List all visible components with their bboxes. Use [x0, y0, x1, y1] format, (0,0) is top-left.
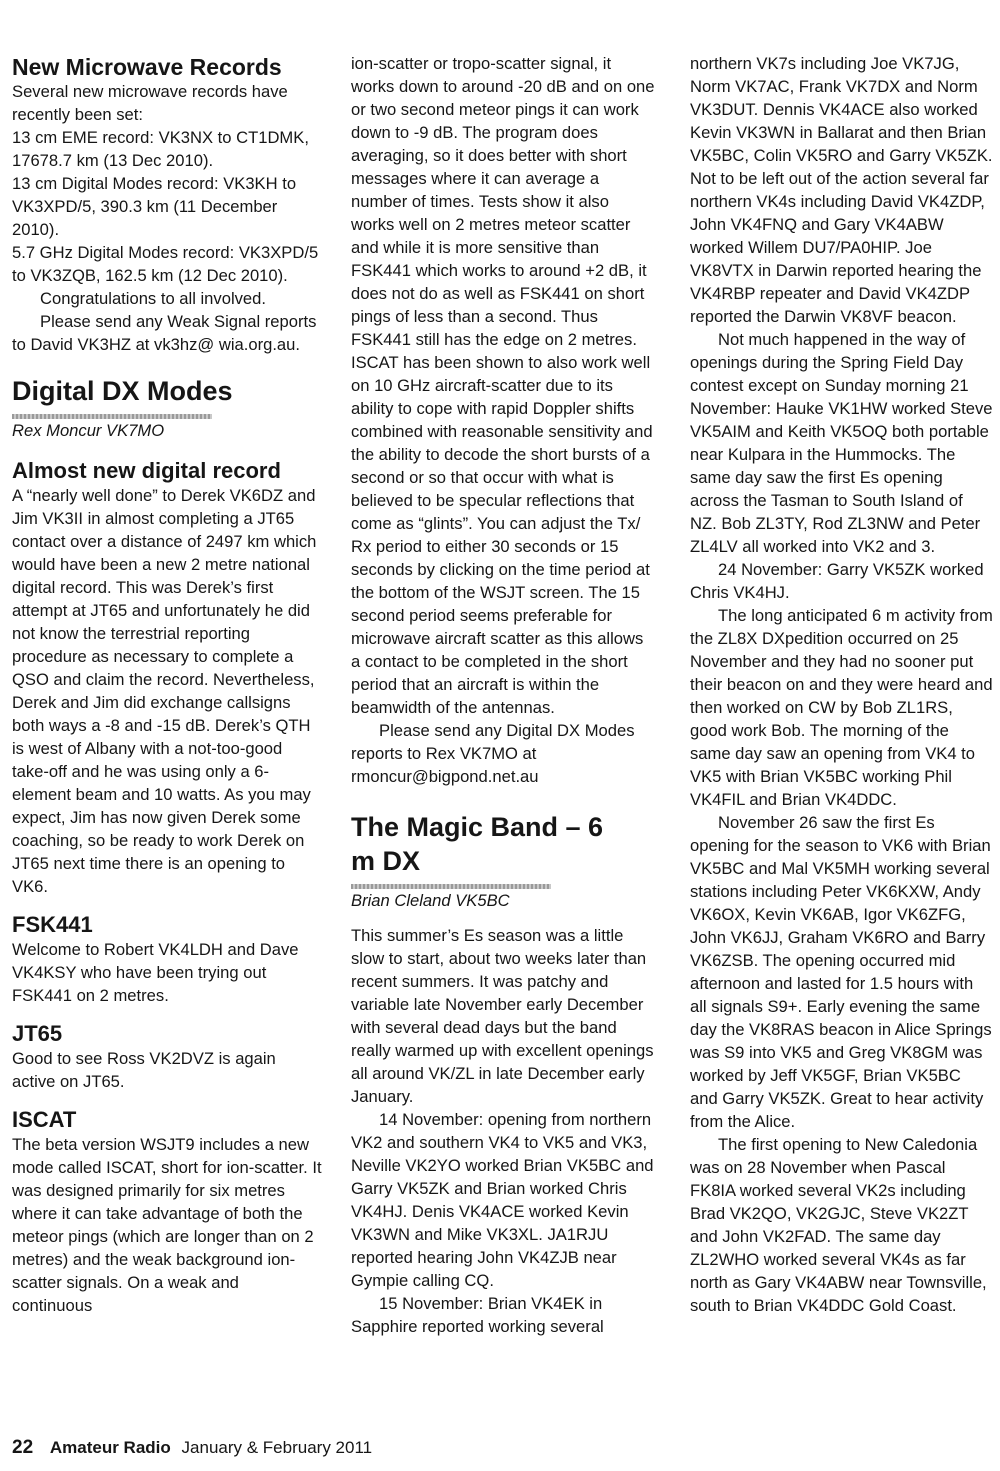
column-1: [12, 48, 322, 1317]
paragraph: 5.7 GHz Digital Modes record: VK3XPD/5 to VK3ZQB, 162.5 km (12 Dec 2010).: [12, 243, 319, 285]
paragraph: Congratulations to all involved.: [40, 289, 266, 308]
paragraph: northern VK7s including Joe VK7JG, Norm VK7AC, Frank VK7DX and Norm VK3DUT. Dennis VK4ACE also worked Kevin VK3WN in Ballarat and then Brian VK5BC, Colin VK5RO and Garry VK5ZK. Not to be left out of the action several far northern VK4s including David VK4ZDP, John VK4FNQ and Gary VK4ABW worked Willem DU7/PA0HIP. Joe VK8VTX in Darwin reported hearing the VK4RBP repeater and David VK4ZDP reported the Darwin VK8VF beacon.: [690, 54, 993, 326]
magazine-title: Amateur Radio: [49, 1438, 171, 1457]
paragraph: November 26 saw the first Es opening for the season to VK6 with Brian VK5BC and Mal VK5MH working several stations including Peter VK6KXW, Andy VK6OX, Kevin VK6AB, Igor VK6ZFG, John VK6JJ, Graham VK6RO and Barry VK6ZSB. The opening occurred mid afternoon and lasted for 1.5 hours with all signals S9+. Early evening the same day the VK8RAS beacon in Alice Springs was S9 into VK5 and Greg VK8GM was worked by Jeff VK5GF, Brian VK5BC and Garry VK5ZK. Great to hear activity from the Alice.: [690, 813, 992, 1131]
paragraph: 13 cm Digital Modes record: VK3KH to VK3XPD/5, 390.3 km (11 December 2010).: [12, 174, 297, 239]
paragraph: 14 November: opening from northern VK2 and southern VK4 to VK5 and VK3, Neville VK2YO worked Brian VK5BC and Garry VK5ZK and Brian worked Chris VK4HJ. Denis VK4ACE worked Kevin VK3WN and Mike VK3XL. JA1RJU reported hearing John VK4ZJB near Gympie calling CQ.: [351, 1110, 654, 1290]
paragraph: This summer’s Es season was a little slow to start, about two weeks later than recent summers. It was patchy and variable late November early December with several dead days but the band really warmed up with excellent openings all around VK/ZL in late December early January.: [351, 926, 654, 1106]
paragraph: The beta version WSJT9 includes a new mode called ISCAT, short for ion-scatter. It was designed primarily for six metres where it can take advantage of both the meteor pings (which are longer than on 2 metres) and the weak background ion-scatter signals. On a weak and continuous: [12, 1135, 322, 1315]
heading-the-magic-band: The Magic Band – 6 m DX: [351, 812, 604, 876]
paragraph: Please send any Digital DX Modes reports to Rex VK7MO at rmoncur@bigpond.net.au: [351, 721, 635, 786]
paragraph: Not much happened in the way of openings during the Spring Field Day contest except on Sunday morning 21 November: Hauke VK1HW worked Steve VK5AIM and Keith VK5OQ both portable near Kulpara in the Hummocks. The same day saw the first Es opening across the Tasman to South Island of NZ. Bob ZL3TY, Rod ZL3NW and Peter ZL4LV all worked into VK2 and 3.: [690, 330, 993, 556]
paragraph: The long anticipated 6 m activity from the ZL8X DXpedition occurred on 25 November and they had no sooner put their beacon on and they were heard and then worked on CW by Bob ZL1RS, good work Bob. The morning of the same day saw an opening from VK4 to VK5 with Brian VK5BC working Phil VK4FIL and Brian VK4DDC.: [690, 606, 993, 809]
heading-new-microwave-records: New Microwave Records: [12, 54, 282, 80]
paragraph: 24 November: Garry VK5ZK worked Chris VK4HJ.: [690, 560, 984, 602]
heading-fsk441: FSK441: [12, 912, 93, 937]
paragraph: Several new microwave records have recently been set:: [12, 82, 288, 124]
paragraph: A “nearly well done” to Derek VK6DZ and Jim VK3II in almost completing a JT65 contact over a distance of 2497 km which would have been a new 2 metre national digital record. This was Derek’s first attempt at JT65 and unfortunately he did not know the terrestrial reporting procedure as necessary to complete a QSO and claim the record. Nevertheless, Derek and Jim did exchange callsigns both ways a -8 and -15 dB. Derek’s QTH is west of Albany with a not-too-good take-off and he was using only a 6-element beam and 10 watts. As you may expect, Jim has now given Derek some coaching, so be ready to work Derek on JT65 next time there is an opening to VK6.: [12, 486, 317, 896]
paragraph: ion-scatter or tropo-scatter signal, it works down to around -20 dB and on one or two second meteor pings it can work down to -9 dB. The program does averaging, so it does better with short messages where it can average a number of times. Tests show it also works well on 2 metres meteor scatter and while it is more sensitive than FSK441 which works to around +2 dB, it does not do as well as FSK441 on short pings of less than a second. Thus FSK441 still has the edge on 2 metres. ISCAT has been shown to also work well on 10 GHz aircraft-scatter due to its ability to cope with rapid Doppler shifts combined with reasonable sensitivity and the ability to decode the short bursts of a second or so that occur with what is believed to be specular reflections that come as “glints”. You can adjust the Tx/ Rx period to either 30 seconds or 15 seconds by clicking on the time period at the bottom of the WSJT screen. The 15 second period seems preferable for microwave aircraft scatter as this allows a contact to be completed in the short period that an aircraft is within the beamwidth of the antennas.: [351, 54, 655, 717]
issue-date: January & February 2011: [181, 1438, 373, 1457]
paragraph: Welcome to Robert VK4LDH and Dave VK4KSY who have been trying out FSK441 on 2 metres.: [12, 940, 299, 1005]
column-3: [690, 52, 993, 1317]
paragraph: The first opening to New Caledonia was on 28 November when Pascal FK8IA worked several VK2s including Brad VK2QO, VK2GJC, Steve VK2ZT and John VK2FAD. The same day ZL2WHO worked several VK4s as far north as Gary VK4ABW near Townsville, south to Brian VK4DDC Gold Coast.: [690, 1135, 987, 1315]
heading-jt65: JT65: [12, 1021, 63, 1046]
page-footer: [12, 1437, 372, 1459]
heading-almost-new-digital-record: Almost new digital record: [12, 458, 281, 483]
author-byline: Brian Cleland VK5BC: [351, 891, 510, 910]
heading-digital-dx-modes: Digital DX Modes: [12, 376, 233, 406]
paragraph: Please send any Weak Signal reports to David VK3HZ at vk3hz@ wia.org.au.: [12, 312, 317, 354]
paragraph: Good to see Ross VK2DVZ is again active on JT65.: [12, 1049, 276, 1091]
column-2: [351, 52, 656, 1338]
author-byline: Rex Moncur VK7MO: [12, 421, 165, 440]
heading-iscat: ISCAT: [12, 1107, 77, 1132]
paragraph: 15 November: Brian VK4EK in Sapphire reported working several: [351, 1294, 604, 1336]
page-number: 22: [12, 1437, 34, 1458]
paragraph: 13 cm EME record: VK3NX to CT1DMK, 17678.7 km (13 Dec 2010).: [12, 128, 309, 170]
